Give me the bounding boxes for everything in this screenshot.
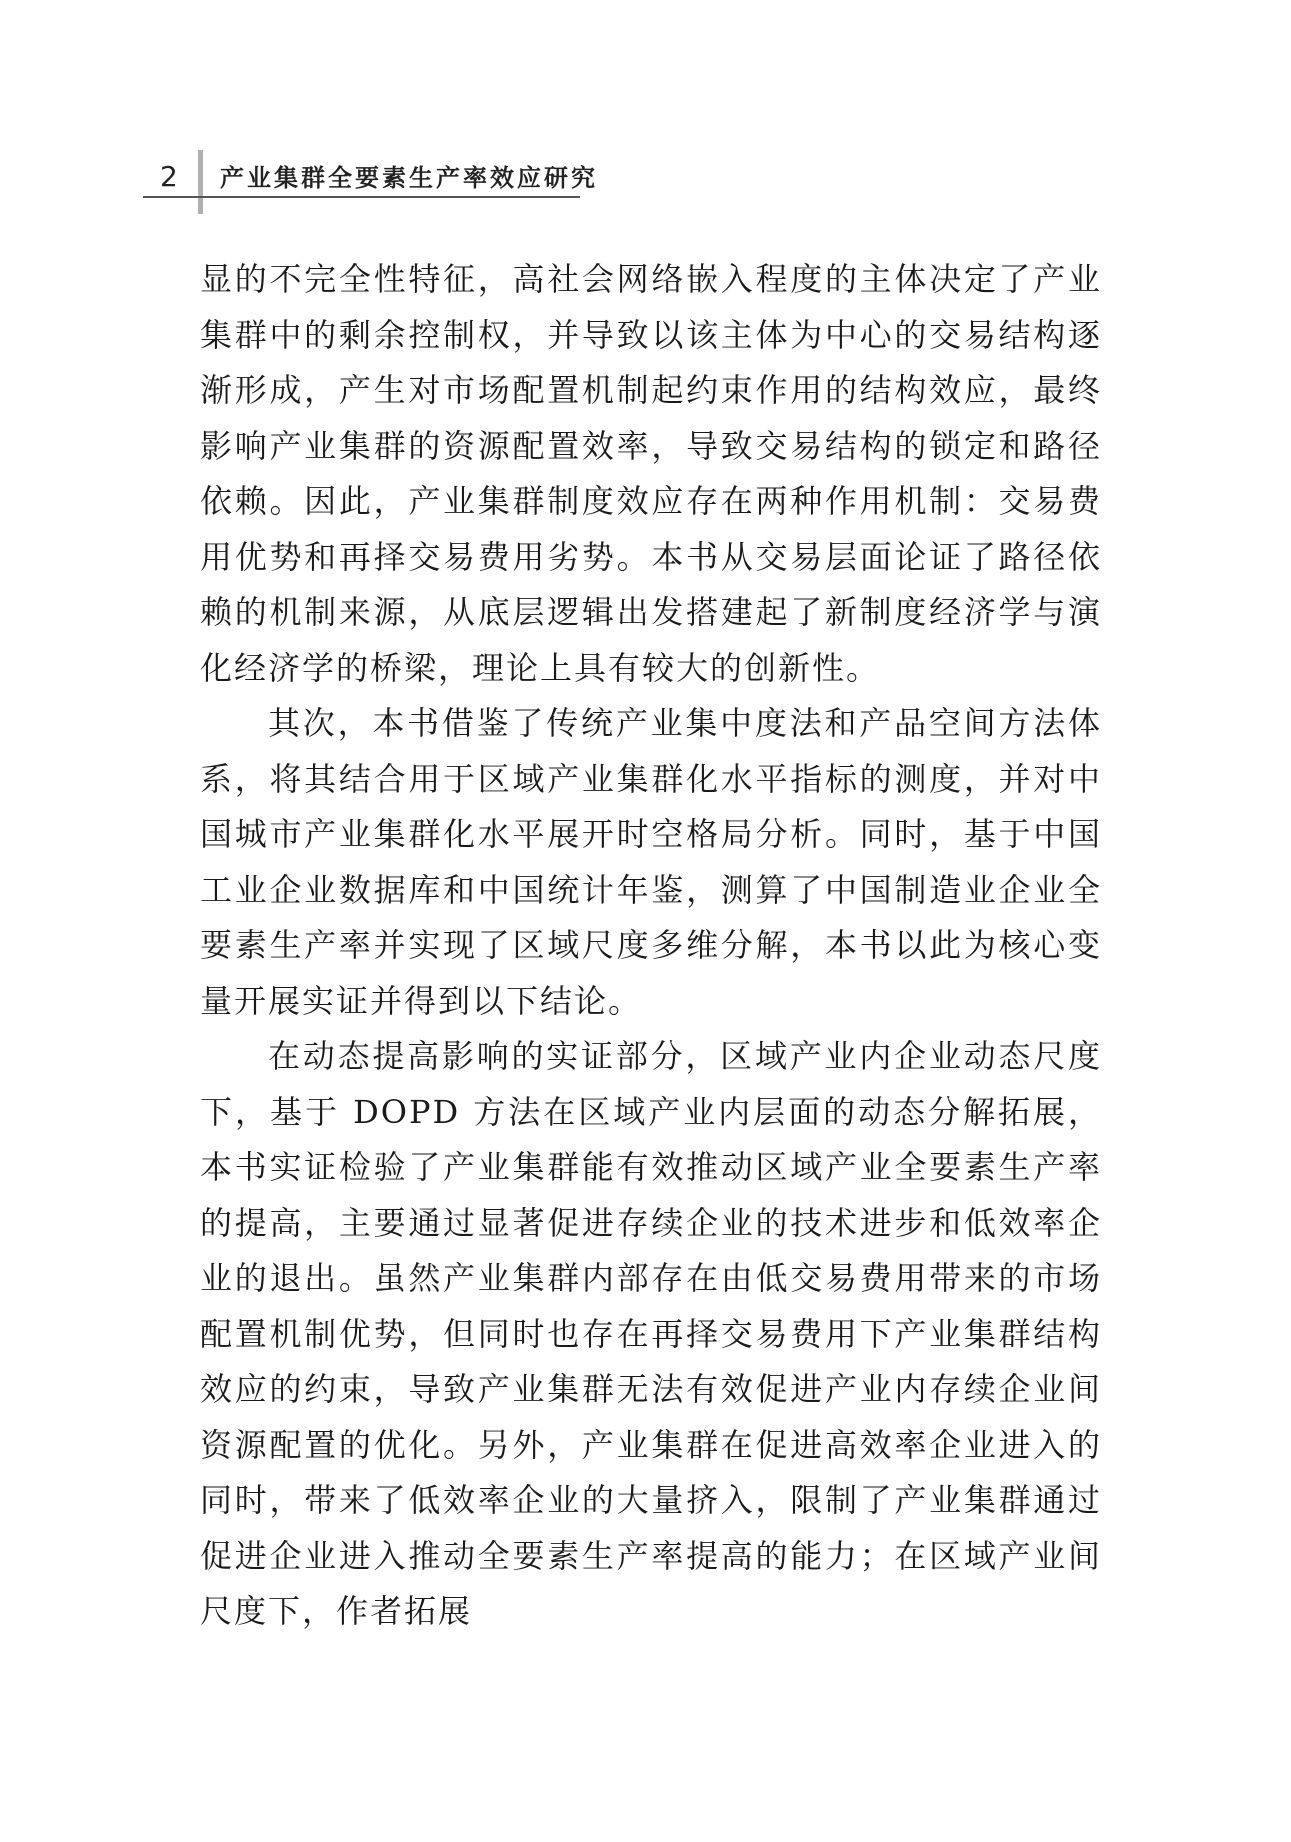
header-vertical-bar (198, 150, 203, 214)
page-number: 2 (160, 160, 178, 193)
header-rule (143, 196, 580, 198)
paragraph-1: 显的不完全性特征，高社会网络嵌入程度的主体决定了产业集群中的剩余控制权，并导致以该主体为中心的交易结构逐渐形成，产生对市场配置机制起约束作用的结构效应，最终影响产业集群的资源配置效率，导致交易结构的锁定和路径依赖。因此，产业集群制度效应存在两种作用机制：交易费用优势和再择交易费用劣势。本书从交易层面论证了路径依赖的机制来源，从底层逻辑出发搭建起了新制度经济学与演化经济学的桥梁，理论上具有较大的创新性。 (200, 260, 1102, 687)
running-header (0, 0, 1291, 230)
book-title: 产业集群全要素生产率效应研究 (220, 164, 598, 192)
body-text (200, 252, 1102, 1640)
paragraph-3: 在动态提高影响的实证部分，区域产业内企业动态尺度下，基于 DOPD 方法在区域产业内层面的动态分解拓展，本书实证检验了产业集群能有效推动区域产业全要素生产率的提高，主要通过显著促进存续企业的技术进步和低效率企业的退出。虽然产业集群内部存在由低交易费用带来的市场配置机制优势，但同时也存在再择交易费用下产业集群结构效应的约束，导致产业集群无法有效促进产业内存续企业间资源配置的优化。另外，产业集群在促进高效率企业进入的同时，带来了低效率企业的大量挤入，限制了产业集群通过促进企业进入推动全要素生产率提高的能力；在区域产业间尺度下，作者拓展 (200, 1037, 1102, 1630)
paragraph-2: 其次，本书借鉴了传统产业集中度法和产品空间方法体系，将其结合用于区域产业集群化水平指标的测度，并对中国城市产业集群化水平展开时空格局分析。同时，基于中国工业企业数据库和中国统计年鉴，测算了中国制造业企业全要素生产率并实现了区域尺度多维分解，本书以此为核心变量开展实证并得到以下结论。 (200, 704, 1102, 1020)
